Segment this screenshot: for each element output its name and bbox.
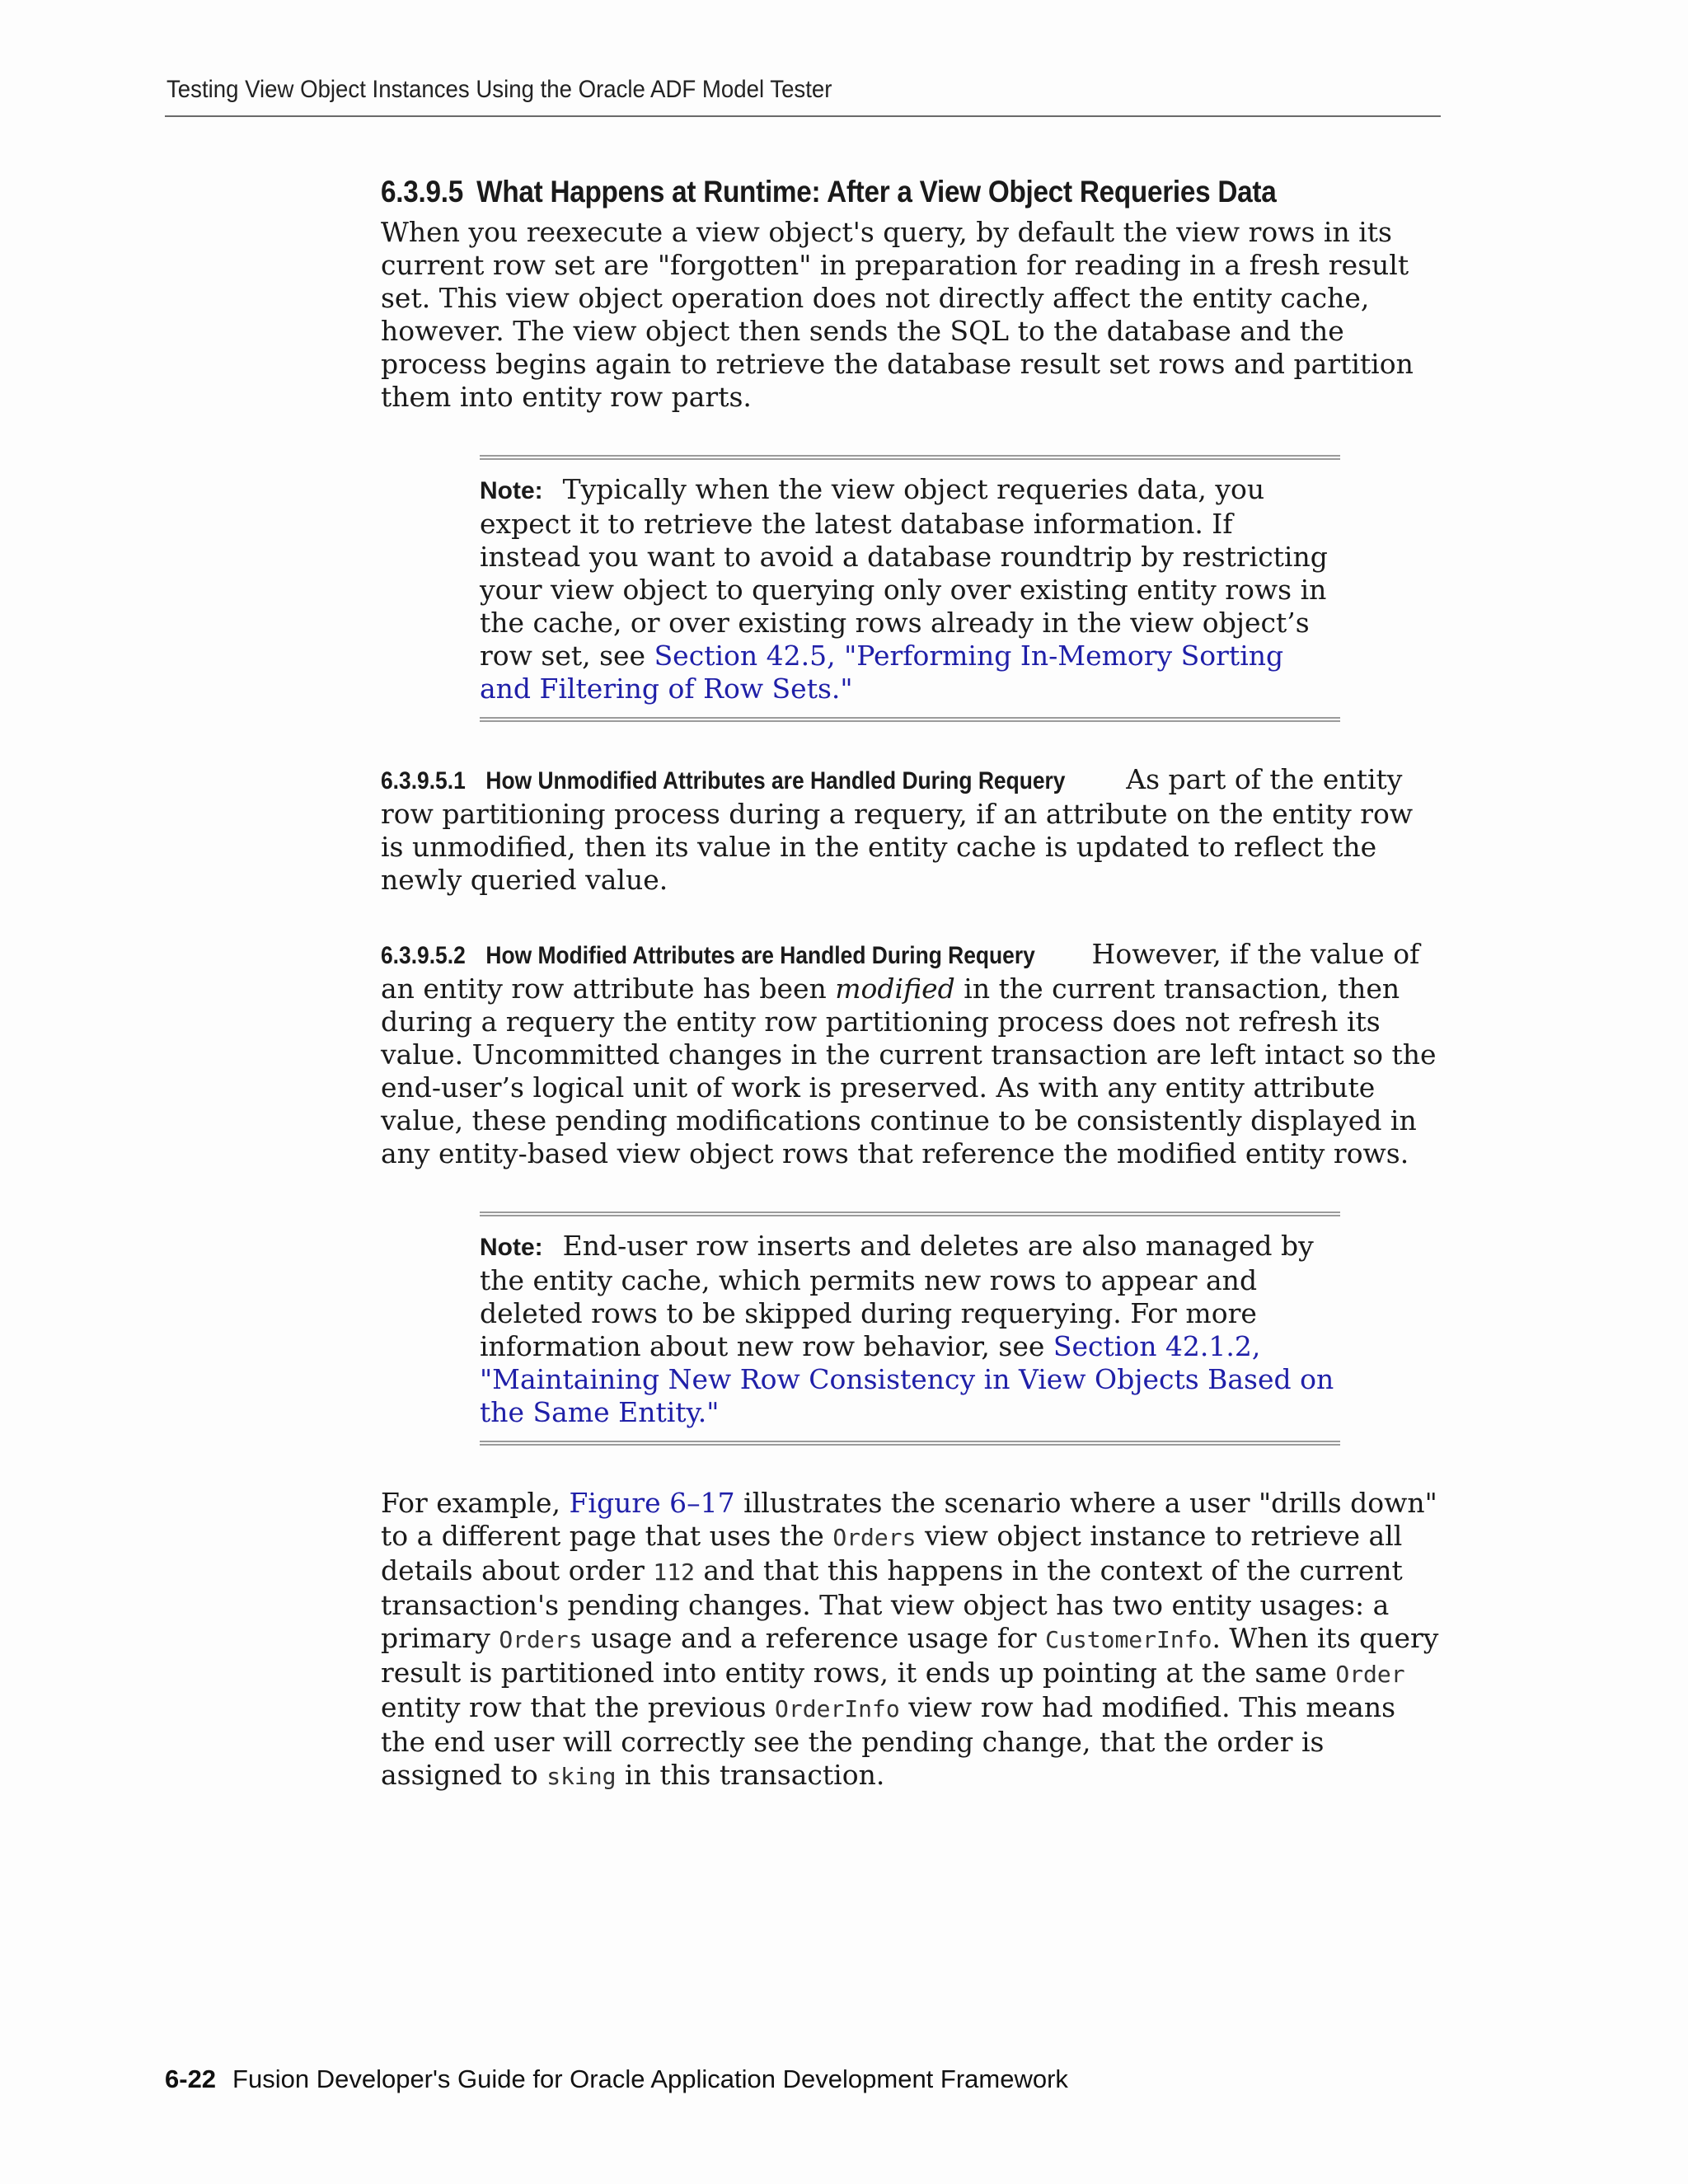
section-title: What Happens at Runtime: After a View Object Requeries Data	[476, 175, 1277, 209]
text-run: and that this happens in the context of the current transaction's pending changes. That view object has two entity usages: a primary	[381, 1554, 1403, 1654]
subsection-heading	[381, 940, 1035, 972]
section-42-5-link[interactable]: Section 42.5, "Performing In-Memory Sorting and Filtering of Row Sets."	[480, 640, 1284, 705]
subsection-text: However, if the value of an entity row attribute has been	[381, 938, 1420, 1005]
intro-paragraph: When you reexecute a view object's query, by default the view rows in its current row set are "forgotten" in preparation for reading in a fresh result set. This view object operation does not directly affect the entity cache, however. The view object then sends the SQL to the database and the process begins again to retrieve the database result set rows and partition them into entity row parts.	[381, 216, 1414, 413]
text-run: illustrates the scenario where a user "drills down" to a different page that uses the	[381, 1487, 1437, 1552]
page-number: 6-22	[165, 2064, 217, 2093]
code-sking: sking	[546, 1763, 617, 1790]
book-title: Fusion Developer's Guide for Oracle Application Development Framework	[232, 2064, 1068, 2093]
page-footer	[165, 2064, 1068, 2094]
code-customerinfo: CustomerInfo	[1045, 1626, 1212, 1653]
text-run: . When its query result is partitioned into entity rows, it ends up pointing at the same	[381, 1622, 1439, 1689]
text-run: For example,	[381, 1487, 570, 1519]
subsection-number: 6.3.9.5.1	[381, 767, 466, 794]
note-box	[480, 1212, 1340, 1446]
note-label: Note:	[480, 477, 543, 504]
code-orders: Orders	[499, 1626, 583, 1653]
subsection-text: As part of the entity row partitioning process during a requery, if an attribute on the entity row is unmodified, then its value in the entity cache is updated to reflect the newly queried value.	[381, 763, 1414, 896]
emphasis-modified: modified	[835, 972, 955, 1005]
subsection-text-continued: in the current transaction, then during a requery the entity row partitioning process does not refresh its value. Uncommitted changes in the current transaction are left intact so the end-user’s logical unit of work is preserved. As with any entity attribute value, these pending modifications continue to be consistently displayed in any entity-based view object rows that reference the modified entity rows.	[381, 972, 1437, 1169]
code-orders: Orders	[832, 1524, 917, 1551]
figure-6-17-link[interactable]: Figure 6–17	[569, 1487, 735, 1519]
text-run: usage and a reference usage for	[582, 1622, 1046, 1654]
note-box	[480, 455, 1340, 722]
section-heading	[381, 173, 1338, 211]
example-paragraph	[381, 1487, 1444, 1793]
code-112: 112	[653, 1558, 695, 1586]
section-42-1-2-link[interactable]: Section 42.1.2, "Maintaining New Row Consistency in View Objects Based on the Same Entity."	[480, 1330, 1334, 1428]
text-run: view row had modified. This means the end user will correctly see the pending change, that the order is assigned to	[381, 1691, 1396, 1791]
subsection-unmodified-attributes	[381, 763, 1444, 897]
page-content	[381, 173, 1444, 1793]
subsection-title: How Unmodified Attributes are Handled During Requery	[485, 767, 1066, 794]
section-number: 6.3.9.5	[381, 175, 463, 209]
running-header: Testing View Object Instances Using the Oracle ADF Model Tester	[166, 76, 832, 103]
header-rule	[165, 115, 1441, 117]
text-run: view object instance to retrieve all details about order	[381, 1520, 1403, 1586]
note-label: Note:	[480, 1234, 543, 1261]
subsection-number: 6.3.9.5.2	[381, 942, 466, 969]
note-text: End-user row inserts and deletes are also managed by the entity cache, which permits new rows to appear and deleted rows to be skipped during requerying. For more information about new row behavior, see	[480, 1230, 1314, 1362]
code-orderinfo: OrderInfo	[775, 1695, 900, 1722]
text-run: in this transaction.	[616, 1759, 885, 1791]
subsection-title: How Modified Attributes are Handled During Requery	[485, 942, 1035, 969]
note-paragraph	[480, 473, 1340, 705]
note-text: Typically when the view object requeries data, you expect it to retrieve the latest database information. If instead you want to avoid a database roundtrip by restricting your view object to querying only over existing entity rows in the cache, or over existing rows already in the view object’s row set, see	[480, 473, 1328, 672]
subsection-modified-attributes	[381, 938, 1444, 1170]
note-paragraph	[480, 1230, 1340, 1429]
subsection-heading	[381, 765, 1065, 798]
code-order: Order	[1335, 1661, 1405, 1688]
text-run: entity row that the previous	[381, 1691, 776, 1723]
